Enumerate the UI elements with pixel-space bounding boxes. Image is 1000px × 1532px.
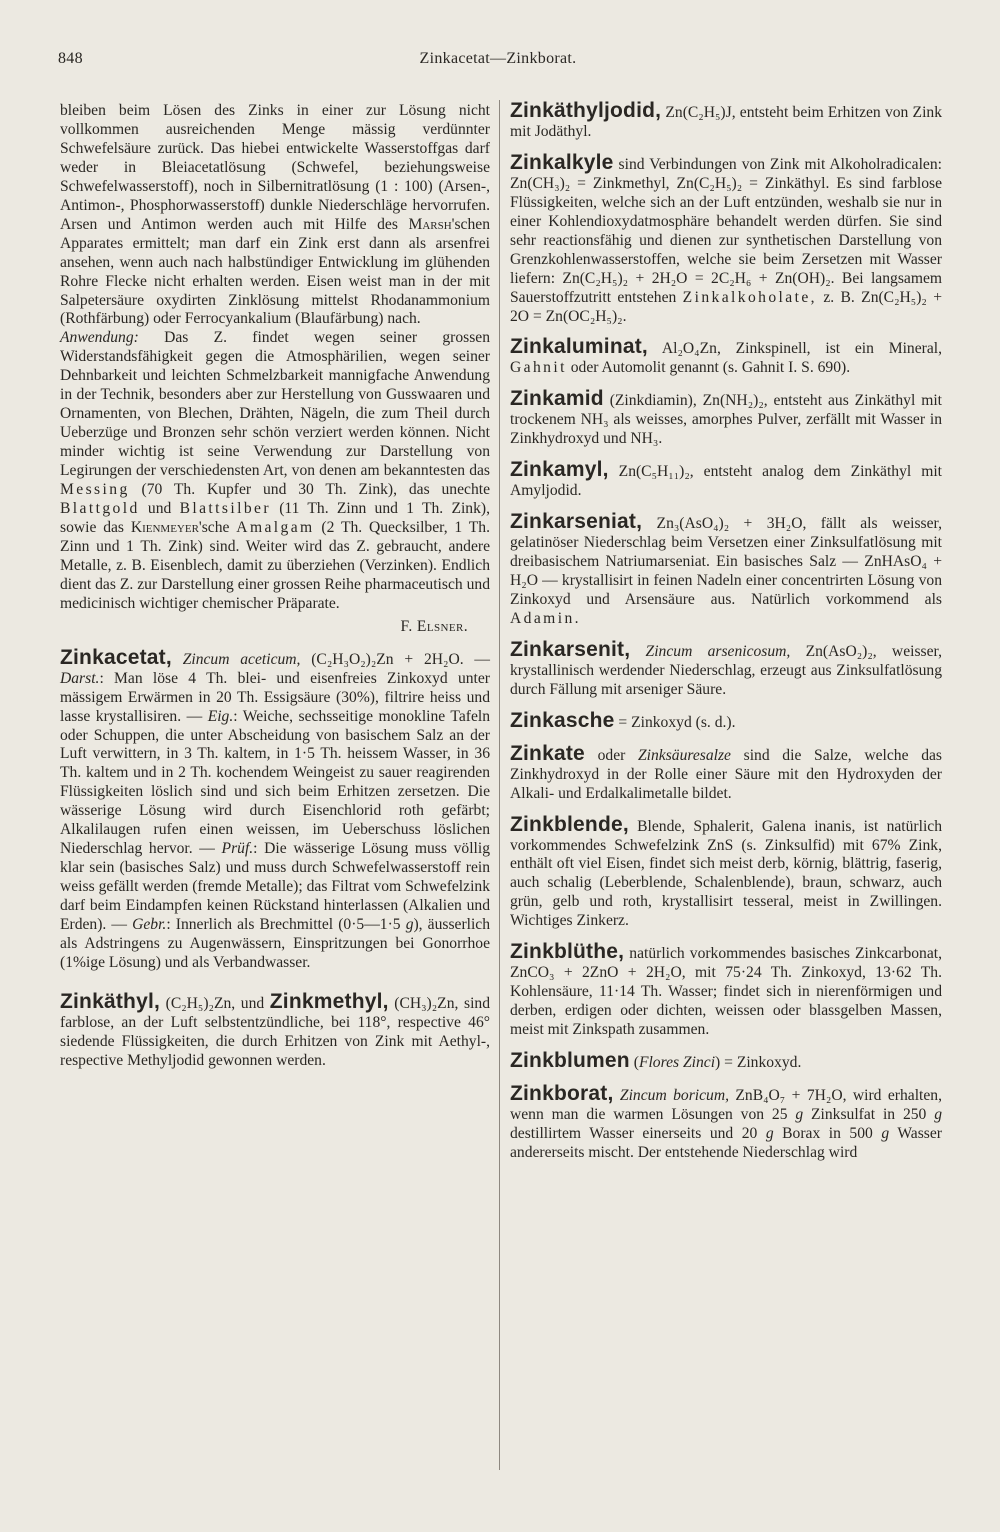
lemma-zinkborat: Zinkborat,	[510, 1081, 614, 1105]
entry-zink-continuation: bleiben beim Lösen des Zinks in einer zur Lösung nicht vollkommen ausreichenden Menge mässig verdünnter Schwefelsäure zurück. Das hiebei entwickelte Wasserstoffgas darf weder in Bleiacetatlösung (Schwefel, beziehungsweise Schwefelwasserstoff), noch in Silbernitratlösung (1 : 100) (Arsen-, Antimon-, Phosphorwasserstoff) dunkle Niederschläge hervorrufen. Arsen und Antimon werden auch mit Hilfe des Marsh'schen Apparates ermittelt; man darf ein Zink erst dann als arsenfrei ansehen, wenn auch nach halbstündiger Entwicklung im glühenden Rohre Flecke nicht erhalten werden. Eisen weist man in der mit Salpetersäure oxydirten Zinklösung mittelst Rhodanammonium (Rothfärbung) oder Ferrocyankalium (Blaufärbung) nach.	[60, 102, 490, 328]
page-number: 848	[58, 50, 83, 67]
lemma-zinkarseniat: Zinkarseniat,	[510, 510, 643, 534]
entry-zinkaethyljodid: Zinkäthyljodid, Zn(C₂H₅)J, entsteht beim Erhitzen von Zink mit Jodäthyl.	[510, 99, 942, 140]
author-signature: F. Elsner.	[400, 617, 468, 635]
entry-zinkaethyl: Zinkäthyl, (C₂H₅)₂Zn, und Zinkmethyl, (CH₃)₂Zn, sind farblose, an der Luft selbstentzündliche, bei 118°, respective 46° siedende Flüssigkeiten, die durch Erhitzen von Zink mit Aethyl-, respective Methyljodid gewonnen werden.	[60, 989, 490, 1069]
lemma-zinkalkyle: Zinkalkyle	[510, 150, 614, 174]
entry-zink-anwendung: Anwendung: Das Z. findet wegen seiner grossen Widerstandsfähigkeit gegen die Atmosphärilien, wegen seiner Dehnbarkeit und leichten Schmelzbarkeit mannigfache Anwendung in der Technik, besonders aber zur Herstellung von Gusswaaren und Ornamenten, von Blechen, Drähten, Nägeln, die zum Theil durch Ueberzüge und Bronzen sehr schön verziert werden können. Nicht minder wichtig ist seine Verwendung zur Darstellung von Legirungen der verschiedensten Art, von denen am bekanntesten das Messing (70 Th. Kupfer und 30 Th. Zink), das unechte Blattgold und Blattsilber (11 Th. Zinn und 1 Th. Zink), sowie das Kienmeyer'sche Amalgam (2 Th. Quecksilber, 1 Th. Zinn und 1 Th. Zink) sind. Weiter wird das Z. gebraucht, andere Metalle, z. B. Eisenblech, damit zu überziehen (Verzinken). Endlich dient das Z. zur Darstellung einer grossen Reihe pharmaceutisch und medicinisch wichtiger chemischer Präparate.	[60, 329, 490, 612]
entry-zinkasche: Zinkasche = Zinkoxyd (s. d.).	[510, 708, 736, 732]
lemma-zinkbluethe: Zinkblüthe,	[510, 940, 625, 964]
column-divider	[499, 100, 500, 1470]
lemma-zinkblumen: Zinkblumen	[510, 1049, 630, 1073]
entry-zinkamid: Zinkamid (Zinkdiamin), Zn(NH₂)₂, entsteht aus Zinkäthyl mit trockenem NH₃ als weisses, amorphes Pulver, zerfällt mit Wasser in Zinkhydroxyd und NH₃.	[510, 387, 942, 448]
lemma-zinkaluminat: Zinkaluminat,	[510, 335, 648, 359]
entry-zinkblumen: Zinkblumen (Flores Zinci) = Zinkoxyd.	[510, 1049, 802, 1073]
right-column	[510, 99, 943, 1163]
entry-zinkarseniat: Zinkarseniat, Zn₃(AsO₄)₂ + 3H₂O, fällt als weisser, gelatinöser Niederschlag beim Versetzen einer Zinksulfatlösung mit dreibasischem Natriumarseniat. Ein basisches Salz — ZnHAsO₄ + H₂O — krystallisirt in feinen Nadeln einer concentrirten Lösung von Zinkoxyd und Arsensäure aus. Natürlich vorkommend als Adamin.	[510, 510, 942, 627]
entry-zinkblende: Zinkblende, Blende, Sphalerit, Galena inanis, ist natürlich vorkommendes Schwefelzink ZnS (s. Zinksulfid) mit 67% Zink, enthält oft viel Eisen, findet sich meist derb, körnig, blättrig, faserig, auch schalig (Leberblende, Schalenblende), braun, schwarz, auch grün, gelb und roth, krystallisirt tesseral, meist in Zwillingen. Wichtiges Zinkerz.	[510, 812, 942, 930]
lemma-zinkarsenit: Zinkarsenit,	[510, 637, 631, 661]
entry-zinkamyl: Zinkamyl, Zn(C₅H₁₁)₂, entsteht analog dem Zinkäthyl mit Amyljodid.	[510, 458, 942, 500]
entry-zinkalkyle: Zinkalkyle sind Verbindungen von Zink mit Alkoholradicalen: Zn(CH₃)₂ = Zinkmethyl, Zn(C₂H₅)₂ = Zinkäthyl. Es sind farblose Flüssigkeiten, welche sich an der Luft entzünden, weshalb sie nur in einer Kohlendioxydatmosphäre behandelt werden dürfen. Sie sind sehr reactionsfähig und dienen zur synthetischen Darstellung von Grenzkohlenwasserstoffen, welche sie beim Zersetzen mit Wasser liefern: Zn(C₂H₅)₂ + 2H₂O = 2C₂H₆ + Zn(OH)₂. Bei langsamem Sauerstoffzutritt entstehen Zinkalkoholate, z. B. Zn(C₂H₅)₂ + 2O = Zn(OC₂H₅)₂.	[510, 150, 942, 325]
entry-zinkaluminat: Zinkaluminat, Al₂O₄Zn, Zinkspinell, ist ein Mineral, Gahnit oder Automolit genannt (s. Gahnit I. S. 690).	[510, 335, 942, 377]
lemma-zinkasche: Zinkasche	[510, 708, 615, 732]
lemma-zinkamyl: Zinkamyl,	[510, 458, 609, 482]
entry-zinkacetat: Zinkacetat, Zincum aceticum, (C₂H₃O₂)₂Zn + 2H₂O. — Darst.: Man löse 4 Th. blei- und eisenfreies Zinkoxyd unter mässigem Erwärmen in 20 Th. Essigsäure (30%), filtrire heiss und lasse krystallisiren. — Eig.: Weiche, sechsseitige monokline Tafeln oder Schuppen, die unter Abscheidung von basischem Salz an der Luft verwittern, in 3 Th. kaltem, in 1·5 Th. heissem Wasser, in 36 Th. kaltem und in 2 Th. kochendem Weingeist zu sauer reagirenden Flüssigkeiten löslich sind und sich beim Erhitzen zersetzen. Die wässerige Lösung wird durch Eisenchlorid roth gefärbt; Alkalilaugen rufen einen weissen, im Ueberschuss löslichen Niederschlag hervor. — Prüf.: Die wässerige Lösung muss völlig klar sein (basisches Salz) und muss durch Schwefelwasserstoff rein weiss gefällt werden (fremde Metalle); das Filtrat vom Schwefelzink darf beim Eindampfen keinen Rückstand hinterlassen (Alkalien und Erden). — Gebr.: Innerlich als Brechmittel (0·5—1·5 g), äusserlich als Adstringens zu Augenwässern, Einspritzungen bei Gonorrhoe (1%ige Lösung) und als Verbandwasser.	[60, 645, 491, 971]
left-column	[60, 102, 490, 1071]
lemma-zinkacetat: Zinkacetat,	[60, 645, 172, 669]
entry-zinkarsenit: Zinkarsenit, Zincum arsenicosum, Zn(AsO₂)₂, weisser, krystallinisch werdender Niederschlag, erzeugt aus Zinksulfatlösung durch Fällung mit arseniger Säure.	[510, 637, 942, 698]
lemma-zinkblende: Zinkblende,	[510, 812, 629, 836]
running-title: Zinkacetat—Zinkborat.	[419, 50, 577, 67]
lemma-zinkmethyl: Zinkmethyl,	[269, 989, 389, 1013]
lemma-zinkaethyljodid: Zinkäthyljodid,	[510, 99, 662, 122]
lemma-zinkate: Zinkate	[510, 741, 585, 765]
entry-zinkbluethe: Zinkblüthe, natürlich vorkommendes basisches Zinkcarbonat, ZnCO₃ + 2ZnO + 2H₂O, mit 75·24 Th. Zinkoxyd, 13·62 Th. Kohlensäure, 11·14 Th. Wasser; findet sich in nierenförmigen und derben, erdigen oder dichten, weissen oder blassgelben Massen, meist mit Zinkspath zusammen.	[510, 940, 942, 1039]
running-header	[58, 50, 938, 74]
entry-zinkborat: Zinkborat, Zincum boricum, ZnB₄O₇ + 7H₂O, wird erhalten, wenn man die warmen Lösungen von 25 g Zinksulfat in 250 g destillirtem Wasser einerseits und 20 g Borax in 500 g Wasser andererseits mischt. Der entstehende Niederschlag wird	[510, 1081, 943, 1161]
lemma-zinkamid: Zinkamid	[510, 387, 604, 411]
lemma-zinkaethyl: Zinkäthyl,	[60, 989, 161, 1013]
entry-zinkate: Zinkate oder Zinksäuresalze sind die Salze, welche das Zinkhydroxyd in der Rolle einer Säure mit den Hydroxyden der Alkali- und Erdalkalimetalle bildet.	[510, 741, 942, 802]
